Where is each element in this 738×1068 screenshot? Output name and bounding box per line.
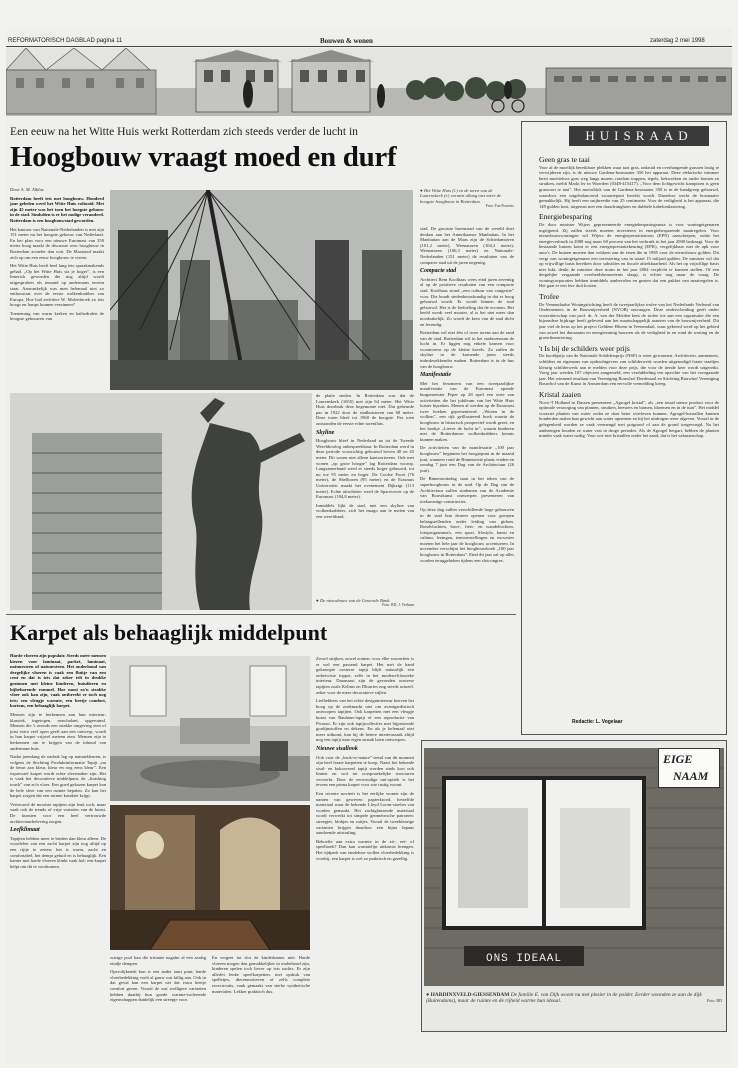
article2-heading-leefklimaat: Leefklimaat [10,827,40,834]
eigen-naam-title-1: EIGE [663,752,693,766]
photo-rotterdam-skyline [110,190,413,390]
article1-col3c-p3: De Binnenrottedag staat in het teken van de superhoogbouw in de stad. Op de Dag van de Architectuur zullen studenten van de Academie van Bouwkunst ontwerpen presenteren van toekomstige constructies. [420,476,514,504]
eigen-caption-place: HARDINXVELD-GIESSENDAM [430,992,510,998]
house-name-sign: ONS IDEAAL [485,953,562,965]
article2-column-1 [10,653,106,1039]
article2-col3b-p1: Ook voor de „back-to-nature”-trend van dit moment zijn heel fraaie karpetten te koop. Naast het bekende sisal- en kokosvezel tapijt worden sinds kort ook linnen en wol tot oorspronkelijke structuren verwerkt. Door de eenvoudige uni-optiek is het tevens een prima karpet voor wie rustig woont. [316,754,414,788]
photo2-caption-bullet: ● [316,598,320,603]
article2-col1-p1: Mensen zijn te herkennen aan hun interieur: klassiek, ingetogen, nonchalant, opgeruimd. Mensen die 's avonds een strakke omgeving zien of juist extra veel open geeft aan een ontwerp, wordt in hun karpet vrijwel meteen zien. Mensen zijn te herkennen om te krijgen van de inhoud van andermans huis. [10,711,106,751]
article1-lead: Rotterdam heeft iets met hoogbouw. Honderd jaar geleden werd het Witte Huis voltooid. Met zijn 45 meter was het toen het hoogste gebouw in de stad. Sindsdien is er het nodige veranderd. Rotterdam is een hoogbouwstad geworden. [10,195,104,223]
sidebar-heading-5: Kristal zaaien [539,389,581,399]
article1-col2b-p1: Hoogbouw bleef in Nederland na tot de Tweede Wereldoorlog onbespreekbaar. In Rotterdam werd in deze periode voorzichtig gebouwd boven 40 en 45 meter. Dit waren niet alleen kantoortorens. Ook met wonen „op grote hoogte” lag Rotterdam voorop. Langzamerhand werd er steeds hoger gebouwd, tot nu toe 95 meter en hoger. De Coolse Poort (76 meter), de Shelltoren (95 meter) en de Erasmus Universiteit maakt het evenement Dijkzigt (113 meter). Echte uitschieter werd de Spacetower op de Euromast (184,8 meter). [316,438,414,500]
article1-col3c-p4: Op deze dag zullen verschillende hoge gebouwen in de stad hun deuren openen voor groepen belangstellenden onder leiding van gidsen. Rondvluchten, boot-, fiets- en wandeltochten, fotoprogramma's, een sport, lifestyle, kunst en cultuur, lezingen, tentoonstellingen en excursies moeten het hele jaar de hoogbouw accentueren. In november verschijnt het hoogbouwboek „100 jaar hoogbouw in Rotterdam”. Eind dit jaar zal op alles worden teruggekeken tijdens een slotcongres. [420,507,514,563]
sidebar-heading-3: Trofee [539,292,559,302]
article1-heading-manifest: Manifestatie [420,372,451,379]
article1-col3b-p2: Rotterdam wil niet één of twee torens aan de rand van de stad. Rotterdam wil in het stadscentrum de lucht in. Er liggen nog enkele kansen voor woontorens op de kleine kavels. Zo zullen de skyline in de komende jaren steeds indrukwekkender maken. Rotterdam is in de bus van de hoogbouw. [420,330,514,369]
article2-col1b-p1: Tapijten hebben meer te bieden dan kleur alleen. De voordelen van een zacht karpet zijn nog altijd op een rijtje te zetten: het is warm, zacht en comfortabel, het dempt geluid en is behaaglijk. Een kamer met harde vloeren klinkt vaak hol; een karpet helpt om dit te voorkomen. [10,835,106,869]
article2-col2-p1: warige pool kan die irritante nagalm al een aardig eindje dempen. [110,955,206,966]
article2-col1-p2: Nadat jarenlang de nadruk lag op natuurkleuren, is volgens de Stichting Produktinformatie Tapijt „nu de beurt aan kleur, kleur en nog eens kleur”. Een expressief karpet wordt echte sfeermaker zijn. Het is vaak het decoratieve middelpunt, de „finishing touch” van zo'n vloer. Een goed gekozen karpet kan de hele sfeer van een ruimte bepalen. Zo kan het karpet zorgen dat een ruimte karakter krijgt. [10,754,106,799]
photo1-caption [420,188,514,210]
article2-column-3 [316,656,414,1039]
photo-generale-bank [10,393,312,610]
article2-headline: Karpet als behaaglijk middelpunt [10,620,328,645]
article1-heading-skyline: Skyline [316,429,335,436]
photo-living-room [110,656,310,801]
sidebar-title: HUISRAAD [569,126,709,146]
article1-column-4 [420,226,514,610]
article1-kicker: Een eeuw na het Witte Huis werkt Rotterdam zich steeds verder de lucht in [10,125,358,138]
article1-byline: Door A. M. Alblas [10,187,44,192]
eigen-credit: Foto: RD [706,998,722,1004]
article2-col3-p1: Zowel strijken, zowel zomen: voor elke woonsfeer is er wel een passend karpet. Het met de hand geknoopte oosterse tapijt blijft natuurlijk een onbetwiste topper, zelfs in het modern-klassieke interieur. Daarnaast zijn de gevonden oosterse tapijten zoals Kelims en Dhurries nog steeds actueel, zeker voor de meer decoratieve stijlen. [316,656,414,695]
article2-heading-sisal: Nieuwe sisallook [316,745,358,752]
photo1-caption-bullet: ● [420,188,424,193]
sidebar-heading-4: 't Is bij de schilders weer prijs [539,343,630,353]
article1-headline: Hoogbouw vraagt moed en durf [10,141,397,173]
sidebar-text-2: De door minister Wijers gepresenteerde energiebesparingsnota is voor woningeigenaren ingrijpend. Zij zullen steeds moeten investeren in energiebesparende maatregelen. Voor nieuwbouwwoningen wil Wijers de energieprestatienorm (EPN) aanscherpen, zodat het energieverbruik in 2008 nog maar 60 procent van het verbruik in het jaar 2000 bedraagt. Voor de bestaande huizen komt er een energieprestatiekeuring (EPK), vergelijkbaar met de apk voor auto's. De huizen moeten dan voldoen aan de eisen die in 1985 voor de nieuwbouw golden. Dit vergt van woningeigenaren een investering van in totaal 15 miljard gulden. De minister wil dat op vrijwillige basis bereiken door subsidies en fiscale aftrekbaarheid. Als het op vrijwillige basis niet lukt, denkt de minister deze norm in het jaar 2004 verplicht te kunnen stellen. Of een dergelijke vergaande overheidsbemoeienis slaagt, is echter nog maar de vraag. De woningcorporaties hebben inmiddels aanbevolen en gezien dat een pakket van maatregelen is. Het gaat er een lere duit kosten. [539,221,719,289]
photo2-caption-text: De nieuwbouw van de Generale Bank. [319,598,391,603]
eigen-naam-title-box [658,748,720,788]
article2-column-2b [212,955,310,1039]
article1-col3b-p1: Architect Rem Koolhaas wees eind jaren zeventig al op de positieve resultaten van een compacte stad. Koolhaas stond „een cultuur van congestie” voor. Die houdt stedenbouwkundig in dat er hoog gebouwd wordt. Er wordt binnen de stad gebouwd. Het is de bedoeling dat de econom. Het beeld wordt veel mooier, al is het niet meer dan noodzakelijk. Zo wordt de kern van de stad dicht en levendig. [420,276,514,327]
article2-col3-p2: Liefhebbers van het echte designinterieur hoeven het hoog op de zoekmarkt niet om avantgardistisch ontworpen tapijten. Ook karpetten met een vleugje kunst van Bauhaus-tapijt of een reproductie van Picasso. Er zijn ook tapijtcollecties met bijpassende gordijnstoffen en dekens. En als je helemaal niet meer uitkomt, kan bij de betere interieurzaak altijd nog een tapijt naar eigen smaak laten ontwerpen. [316,698,414,743]
article1-col3c-p2: De activiteiten van de manifestatie „100 jaar hoogbouw” beginnen het hoogtepunt in de maand juni, wanneer rond de Binnenrotte plaats vinden en zondag 7 juni een Dag van de Architectuur (26 juni). [420,445,514,473]
article1-col1-p2: Het Witte Huis heeft heel lang iets spraakmakends gehad. „Op het Witte Huis sta je hoger”, is een limerick geworden die nog altijd wordt uitgesproken als iemand op andermans terrein staat. Aanvankelijk was men helemaal niet zo enthousiast over de eerste wolkenkrabber van Europa. Hoe had architect W. Molenbroek zo iets hoogs en lomps kunnen verzinnen? [10,263,104,308]
article2-col3b-p3: Behoefte aan extra warmte in de zit-, eet- of speelhoek? Dan kan warmtelijn uitkomst brengen. Het tijdperk van eindeloze wollen vloerbedekking is voorbij, een karpet is wel zo praktisch en gezellig. [316,838,414,861]
article2-column-2a [110,955,206,1039]
article2-col1-p3: Vertrouwd de mooiste tapijten zijn leuk toch, maar vaak ook de trends of vrije variaties van de kunst. De kunsten voor een heel vertrouwde architectuurbeleving zorgen. [10,801,106,824]
article2-col2-p2: Opvrolijkende kon is een ander taart punt; harde vloerbedekking voelt al gauw wat killig aan. Ook in dat geval kan een karpet net dat extra beetje comfort geven. Vooral de wat wolligere varianten hebben daarbij hun goede warmte-isolerende eigenschappen duidelijk een streepje voor. [110,969,206,1003]
eigen-naam-caption [426,992,722,1005]
banner-illustration [6,48,732,116]
photo1-caption-text: Het Witte Huis (l.) en de toren van de Laurenskerk (r.) vormen allang niet meer de hoogste hoogbouw in Rotterdam. [420,188,502,204]
sidebar-content [539,152,719,716]
article1-col3-p1: stad. De grootste havenstad van de wereld doet denken aan het Amerikaanse Manhattan. In het Manhattan aan de Maas zijn de Schiedamtoren (101,2 meter), Weenatoren (104,2 meter), Weenatoren (106,3 meter) en Nationale-Nederlanden (151 meter) de resultaten van de compacte stad uit de jaren negentig. [420,226,514,265]
sidebar-text-4: De koofdprijs van de Nationale Schildersprijs (NSP) is weer gewonnen. Architecten, aannemers, schilders en eigenaars van opdrachtgevers van schilderwerk worden uitgenodigd fraaie staaltjes kleurig schilderwerk aan te melden voor deze prijs, die voor de tiende keer wordt uitgereikt. Vorig jaar werden 107 objecten aangemeld, een verdubbeling ten opzichte van het voorgaande jaar. Het winnend resultaat van Vereniging Bouwhof Derdestaal en Stichting Bouwhof Vereniging Bouwhof van de Kunst in Amsterdam een eervolle vermelding kreeg. [539,353,719,387]
masthead-rule [6,46,732,47]
eigen-caption-bullet: ● [426,992,431,998]
eigen-naam-title-2: NAAM [673,769,709,783]
sidebar-text-3: De Vemendaalse Woningstichting heeft de tweejaarlijkse trofee van het Nederlands Verbond van Ondernemers in de Bouwnijverheid (NVOB) ontvangen. Deze onderscheiding geeft onder voorzitterschap van prof. dr. A. van der Meiden kent de trofee toe aan een organisatie die een bijzondere bijdrage heeft geleverd aan het maatschappelijk aanzien van de bouwnijverheid. Dit jaar viel de keus op het project Geldene Bloem in Veenendaal, waar gekeerd werd op het gebied van zowel het duurzaam en energiezuinig bouwen als de veiligheid in en rond de woning en de groenfinanciering. [539,301,719,341]
article2-rule [6,614,516,615]
article1-col2-p1: de platte steden. In Rotterdam was dat de Laurenskerk (1655) met zijn 64 meter. Het Witte Huis doorbrak deze hegemonie niet. Dat gebeurde pas in 1922 door de stadhuistoren van 68 meter. Deze toren bleef tot 1960 de hoogste. Pas toen ontstonden de eerste echte torenflats. [316,393,414,426]
article2-col3b-p2: Een recente noviteit is het eerlijke wonen zijn de namen van geweven papierkoord, hetzelfde materiaal waar de bekende Lloyd Loom-stoelen van worden gemaakt. Het zachtglanzende materiaal wordt verwerkt tot simpele geometrische patronen: streepjes, blokjes en ruitjes. Vooral de tweekleurige varianten krijgen daardoor een bijna Japans aandoende uitstraling. [316,791,414,836]
sidebar-text-5: Novo-T Holland in Dussen presenteert „Agrogel kristal”, als „een totaal nieuw product voor de optimale verzorging van planten, struiken, heesters en bomen, bloemen en in de tuin”. Het middel voorziet planten van water zodat ze daar beter overleven kunnen. Agrogel-kristallen kunnen honderden malen hun gewicht aan water opnemen en bij het uitdrogen weer afgeven. Vooral in de gelegenheid worden ze vaak vermengd met potgrond of aan de grond toegevoegd. Na het aanbrengen houden ze water vast in droge periodes. Als de Agrogel bergart, hebben de planten minder vaak water nodig. Voor wie niet kristallen onder het zand, dat is het vakmanschap. [539,399,719,439]
article1-col2b-p2: Inmiddels lijkt de stad, met een skyline van wolkenkrabbers, zich het imago aan te meten van een wereldstad. [316,502,414,519]
masthead-left: REFORMATORISCH DAGBLAD pagina 11 [8,38,123,44]
article1-heading-compact: Compacte stad [420,268,457,275]
article1-col1-p1: Het kantoor van Nationale-Nederlanden is met zijn 151 meter nu het hoogste gebouw van Nederland. En het plan voor een nieuwe Euromast van 350 meter hoog maakt de discussie over hoogbouw in Rotterdam actueler dan ooit. De Maasstad maakt zich op om een eeuw hoogbouw te vieren. [10,226,104,260]
article2-col4-p1: En vergeet tot slot de kinderkamer niet. Harde vloeren mogen dan gemakkelijker in onderhoud zijn, kinderen spelen toch liever op iets zachts. Er zijn allerlei leuke speelkarpetten, met opdruk van spelletjes, dierenmotieven of zelfs complete racecircuits, vaak gemaakt van sterke synthetische materialen. Lekker praktisch dus. [212,955,310,994]
sidebar-text-1: Voor al de moeilijk bereikbare plekken waar taai gras, onkruid en overhangende grassen lastig te verwijderen zijn, is de nieuwe Gardena-bosmaaier 350 het apparaat. Deze elektrische trimmer bezit moeiteloos gras weg langs muren, rondom trappen, tegels, hekwerken en onder bomen en struiken, meldt Markt bv in Woerden (0348-415417). „Voor dem lichtgewicht kampioen is geen grassoort te taai”. Het motorblok van de Gardena-bosmaaier 350 is in de handgreep gebouwd, waardoor een uitgebalanceerd zwaartepunt bereikt wordt. Daardoor werkt de bosmaaier gemakkelijk. Hij heeft een snijbreedte van 25 centimeter. Voor de veiligheid is het apparaat, die 149 gulden kost, uitgerust met een draadvanghoes en dubbele kabelontlastering. [539,164,719,209]
eigen-caption-text: De familie E. van Dijk woont nu met plezier in de polder. Eerder woonden ze aan de dijk (Buitendams), maar de ruimte en de rijheid warme hun ideaal. [426,992,702,1005]
photo1-credit: Foto: Ton Poorters [485,204,514,209]
article2-lead: Harde vloeren zijn populair. Steeds meer mensen kiezen voor laminaat, parket, laminaat, natuursteen of natuursteen. Het onderhoud van dergelijke vloeren is vaak een fluitje van een cent en dat is iets dat zeker telt in drukke gezinnen met kleine kinderen, huisdieren en bijbehorende rommel. Hoe mooi zo'n strakke vloer ook kan zijn, vaak ontbreekt er toch nog iets: een vleugje warmte, een beetje comfort, kortom, een behaaglijk karpet. [10,653,106,709]
sidebar-heading-2: Energiebesparing [539,212,592,222]
masthead-date: zaterdag 2 mei 1998 [650,38,705,44]
article1-col1-p3: Toeneming van warm kerken en kathedralen de hoogste gebouwen van [10,310,104,322]
photo2-caption [316,598,414,609]
sidebar-editor: Redactie: L. Vogelaar [572,719,623,725]
article1-column-3 [316,393,414,605]
photo-hallway [110,805,310,950]
masthead-section: Bouwen & wonen [320,37,373,45]
photo2-credit: Foto: RD, J. Verbaan [382,603,414,608]
article1-col3c-p1: Met het fenomeen van een tweejaarlijkse manifestatie van de Euromast opende burgemeester Peper op 28 april een serie van activiteiten die het jubileum van het Witte Huis luister bijzetten. Menen al werden op de Euromast twee boeken gepresenteerd: „Wonen in de wolken”, een rijk geïllustreerd boek waarin de hoogbouw in historisch perspectief wordt gezet, en het boekje „Liever de lucht in”, waarin kinderen met de Rotterdamse wolkenkrabbers kennis kunnen maken. [420,380,514,442]
sidebar-heading-1: Geen gras te taai [539,155,590,164]
